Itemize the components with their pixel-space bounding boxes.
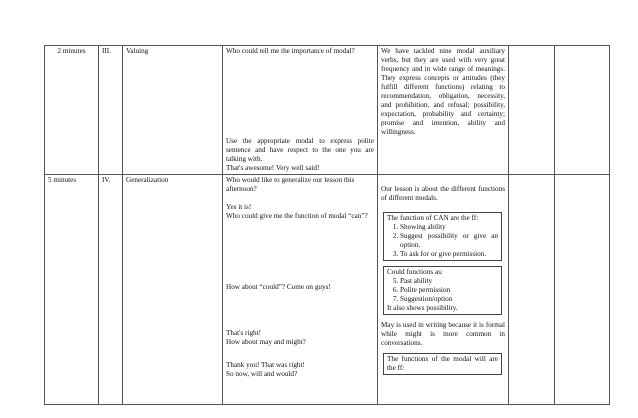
box-title: Could functions as: [387, 268, 443, 276]
could-function-list [387, 277, 498, 304]
list-item: 5. Past ability [400, 277, 498, 286]
empty-cell [509, 175, 555, 405]
box-note: It also shows possibility. [387, 304, 458, 312]
student-activity-cell [378, 175, 509, 405]
box-title: The function of CAN are the ff: [387, 214, 479, 222]
list-item: 1. Showing ability [400, 223, 498, 232]
teacher-response: Yes it is! [226, 203, 252, 211]
will-function-box: The functions of the modal will are the ff: [383, 353, 502, 375]
phase-cell: Generalization [123, 175, 223, 405]
step-number-cell: IV. [99, 175, 123, 405]
list-item: 2. Suggest possibility or give an option. [400, 232, 498, 250]
phase-cell: Valuing [123, 46, 223, 175]
teacher-question: How about “could”? Come on guys! [226, 283, 331, 291]
teacher-question: How about may and might? [226, 338, 306, 346]
empty-cell [509, 46, 555, 175]
teacher-response: That's right! [226, 329, 262, 337]
teacher-response: Thank you! That was right! [226, 361, 305, 369]
empty-cell [555, 46, 610, 175]
can-function-list [387, 223, 498, 259]
teacher-praise: That's awesome! Very well said! [226, 164, 320, 172]
table-row-generalization [45, 175, 610, 405]
student-activity-cell [378, 46, 509, 175]
list-item: 6. Polite permission [400, 286, 498, 295]
could-function-box [383, 266, 502, 315]
teacher-question: Who could give me the function of modal “can”? [226, 212, 368, 220]
teacher-directive: Use the appropriate modal to express polite sentence and have respect to the one you are talking with. [226, 137, 374, 163]
time-cell: 2 minutes [45, 46, 99, 175]
student-answer: We have tackled nine modal auxiliary verbs, but they are used with very great frequency and in wide range of meanings. They express concepts or attitudes (they fulfill different functions) relating to recommendation, obligation, necessity, and prohibition, and refusal; possibility, expectation, probability and certainty; promise and intention, ability and willingness. [381, 47, 505, 136]
table-row-valuing [45, 46, 610, 175]
teacher-activity-cell [223, 175, 378, 405]
list-item: 3. To ask for or give permission. [400, 250, 498, 259]
teacher-question: Who could tell me the importance of modal? [226, 47, 355, 55]
student-summary: Our lesson is about the different functions of different modals. [381, 185, 505, 202]
may-might-note: May is used in writing because it is formal while might is more common in conversations. [381, 321, 505, 347]
empty-cell [555, 175, 610, 405]
teacher-question: So now, will and would? [226, 370, 298, 378]
teacher-question: Who would like to generalize our lesson this afternoon? [226, 176, 355, 193]
time-cell: 5 minutes [45, 175, 99, 405]
lesson-plan-table [44, 45, 610, 405]
teacher-activity-cell [223, 46, 378, 175]
list-item: 7. Suggestion/option [400, 295, 498, 304]
can-function-box [383, 212, 502, 261]
step-number-cell: III. [99, 46, 123, 175]
